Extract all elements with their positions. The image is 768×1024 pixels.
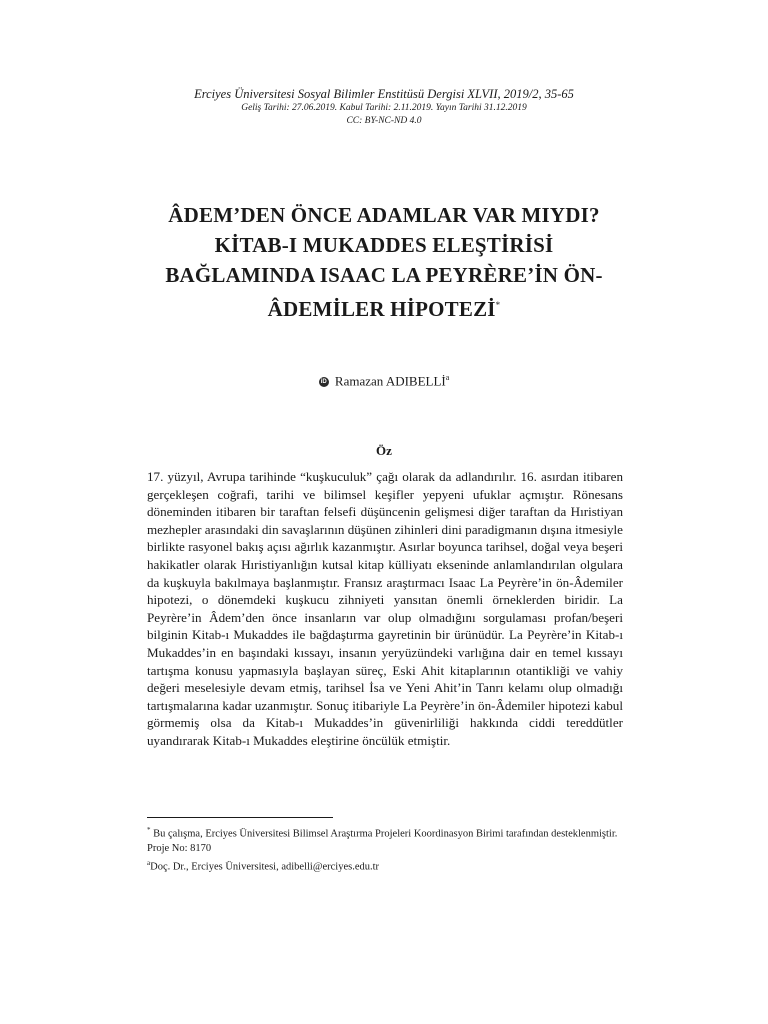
journal-header (0, 86, 768, 128)
journal-citation: Erciyes Üniversitesi Sosyal Bilimler Enstitüsü Dergisi XLVII, 2019/2, 35-65 (194, 87, 574, 101)
title-footnote-mark: * (495, 300, 501, 310)
footnote-mark: * (147, 826, 151, 834)
footnote-mark: a (147, 858, 151, 867)
title-line-4: ÂDEMİLER HİPOTEZİ (267, 297, 496, 321)
footnote-text: Doç. Dr., Erciyes Üniversitesi, adibelli@erciyes.edu.tr (150, 861, 380, 872)
article-title (120, 200, 648, 324)
license-line: CC: BY-NC-ND 4.0 (346, 116, 422, 126)
footnote-divider (147, 817, 333, 818)
title-line-1: ÂDEM’DEN ÖNCE ADAMLAR VAR MIYDI? (168, 203, 600, 227)
title-line-2: KİTAB-I MUKADDES ELEŞTİRİSİ (214, 233, 554, 257)
author-affiliation-mark: a (445, 373, 450, 382)
author-name: Ramazan ADIBELLİ (334, 373, 446, 389)
footnote-affiliation (147, 856, 623, 875)
title-line-3: BAĞLAMINDA ISAAC LA PEYRÈRE’İN ÖN- (165, 263, 603, 287)
publication-dates: Geliş Tarihi: 27.06.2019. Kabul Tarihi: 2.11.2019. Yayın Tarihi 31.12.2019 (241, 103, 527, 113)
author-line (0, 370, 768, 389)
abstract-heading: Öz (376, 443, 392, 458)
footnote-text: Bu çalışma, Erciyes Üniversitesi Bilimsel Araştırma Projeleri Koordinasyon Birimi tarafından desteklenmiştir. Proje No: 8170 (147, 828, 618, 854)
orcid-icon[interactable]: iD (320, 379, 327, 386)
footnote-funding (147, 823, 623, 856)
footnotes (147, 823, 623, 874)
abstract-text: 17. yüzyıl, Avrupa tarihinde “kuşkuculuk” çağı olarak da adlandırılır. 16. asırdan itibaren gerçekleşen coğrafi, tarihi ve bilimsel keşifler yepyeni ufuklar açmıştır. Rönesans döneminden itibaren bir taraftan felsefi düşüncenin gelişmesi diğer taraftan da Hıristiyan mezhepler arasındaki din savaşlarının düşünen zihinleri dini paradigmanın dışına itmesiyle birlikte rasyonel bakış açısı ağırlık kazanmıştır. Asırlar boyunca tarihsel, doğal veya beşeri hakikatler olarak Hıristiyanlığın kutsal kitap külliyatı ekseninde anlamlandırılan olgulara da kuşkuyla bakılmaya başlanmıştır. Fransız araştırmacı Isaac La Peyrère’in ön-Âdemiler hipotezi, o dönemdeki kuşkucu zihniyeti yansıtan önemli örneklerden biridir. La Peyrère’in Âdem’den önce insanların var olup olmadığını sorgulaması profan/beşeri bilginin Kitab-ı Mukaddes ile bağdaştırma gayretinin bir ürünüdür. La Peyrère’in Kitab-ı Mukaddes’in en başındaki kıssayı, insanın yeryüzündeki varlığına dair en temel kıssayı tartışma konusu yapmasıyla başlayan süreç, Eski Ahit kitaplarının otantikliği ve vahiy değeri meselesiyle devam etmiş, tarihsel İsa ve Yeni Ahit’in Tanrı kelamı olup olmadığı tartışmalarına kadar uzanmıştır. Sonuç itibariyle La Peyrère’in ön-Âdemiler hipotezi kabul görmemiş olsa da Kitab-ı Mukaddes’in güvenirliliği hakkında ciddi tereddütler uyandırarak Kitab-ı Mukaddes eleştirine öncülük etmiştir. (147, 469, 623, 748)
